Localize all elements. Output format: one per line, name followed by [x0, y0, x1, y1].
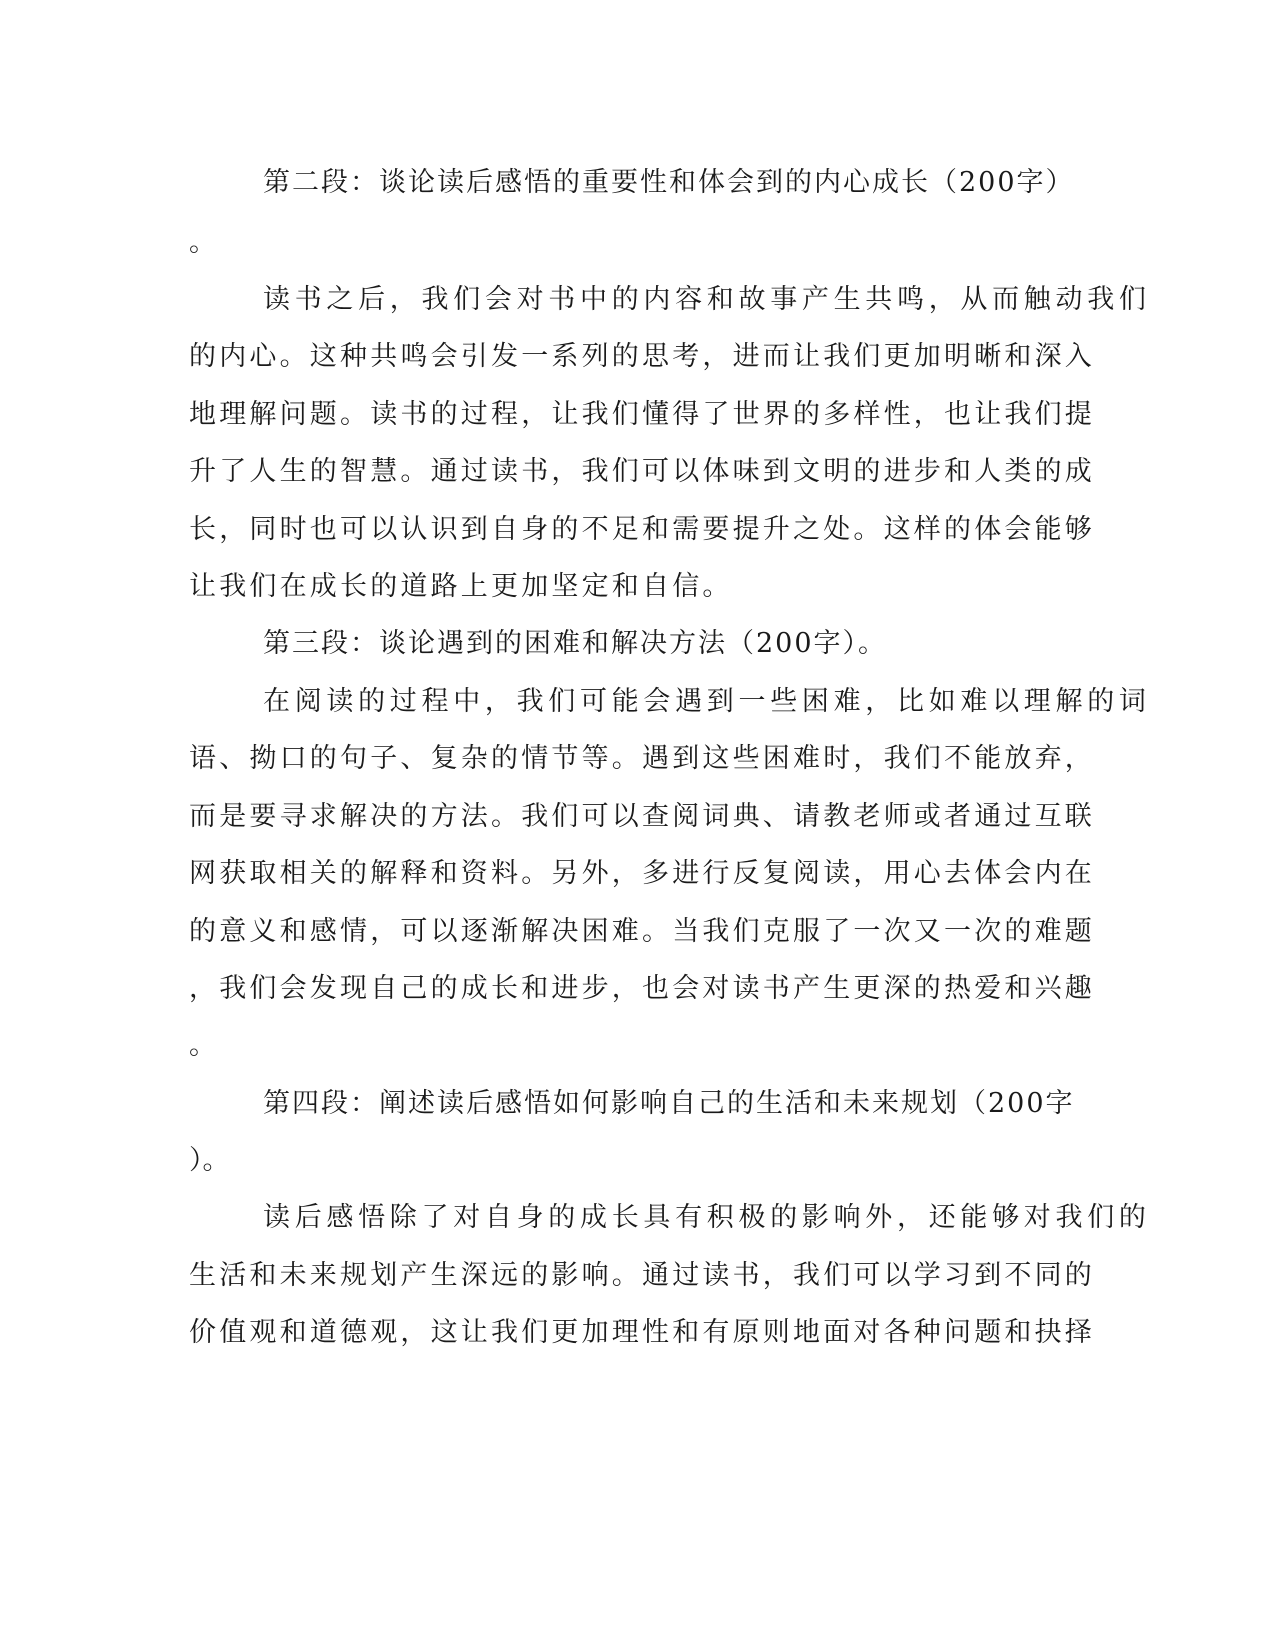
section-2-paragraph-line: 长，同时也可以认识到自身的不足和需要提升之处。这样的体会能够	[189, 514, 1095, 545]
section-2-heading-tail: 。	[189, 227, 216, 258]
section-2-heading: 第二段：谈论读后感悟的重要性和体会到的内心成长（200字）	[263, 167, 1075, 198]
section-3-paragraph-line: ，我们会发现自己的成长和进步，也会对读书产生更深的热爱和兴趣	[189, 973, 1095, 1004]
section-4-paragraph-line: 生活和未来规划产生深远的影响。通过读书，我们可以学习到不同的	[189, 1260, 1095, 1291]
section-2-paragraph-line: 地理解问题。读书的过程，让我们懂得了世界的多样性，也让我们提	[189, 399, 1095, 430]
section-4-heading-tail: ）。	[189, 1145, 230, 1176]
section-2-paragraph-line: 的内心。这种共鸣会引发一系列的思考，进而让我们更加明晰和深入	[189, 341, 1095, 372]
section-4-paragraph-line: 价值观和道德观，这让我们更加理性和有原则地面对各种问题和抉择	[189, 1317, 1095, 1348]
section-3-paragraph-line: 语、拗口的句子、复杂的情节等。遇到这些困难时，我们不能放弃，	[189, 743, 1095, 774]
section-4-paragraph-line: 读后感悟除了对自身的成长具有积极的影响外，还能够对我们的	[263, 1202, 1151, 1233]
section-3-paragraph-line: 网获取相关的解释和资料。另外，多进行反复阅读，用心去体会内在	[189, 858, 1095, 889]
section-3-paragraph-line: 。	[189, 1030, 216, 1061]
section-3-paragraph-line: 的意义和感情，可以逐渐解决困难。当我们克服了一次又一次的难题	[189, 916, 1095, 947]
section-3-paragraph-line: 在阅读的过程中，我们可能会遇到一些困难，比如难以理解的词	[263, 686, 1151, 717]
section-4-heading: 第四段：阐述读后感悟如何影响自己的生活和未来规划（200字	[263, 1088, 1075, 1119]
section-2-paragraph-line: 让我们在成长的道路上更加坚定和自信。	[189, 571, 733, 602]
section-3-heading: 第三段：谈论遇到的困难和解决方法（200字）。	[263, 628, 888, 659]
section-3-paragraph-line: 而是要寻求解决的方法。我们可以查阅词典、请教老师或者通过互联	[189, 801, 1095, 832]
section-2-paragraph-line: 升了人生的智慧。通过读书，我们可以体味到文明的进步和人类的成	[189, 456, 1095, 487]
section-2-paragraph-line: 读书之后，我们会对书中的内容和故事产生共鸣，从而触动我们	[263, 284, 1151, 315]
